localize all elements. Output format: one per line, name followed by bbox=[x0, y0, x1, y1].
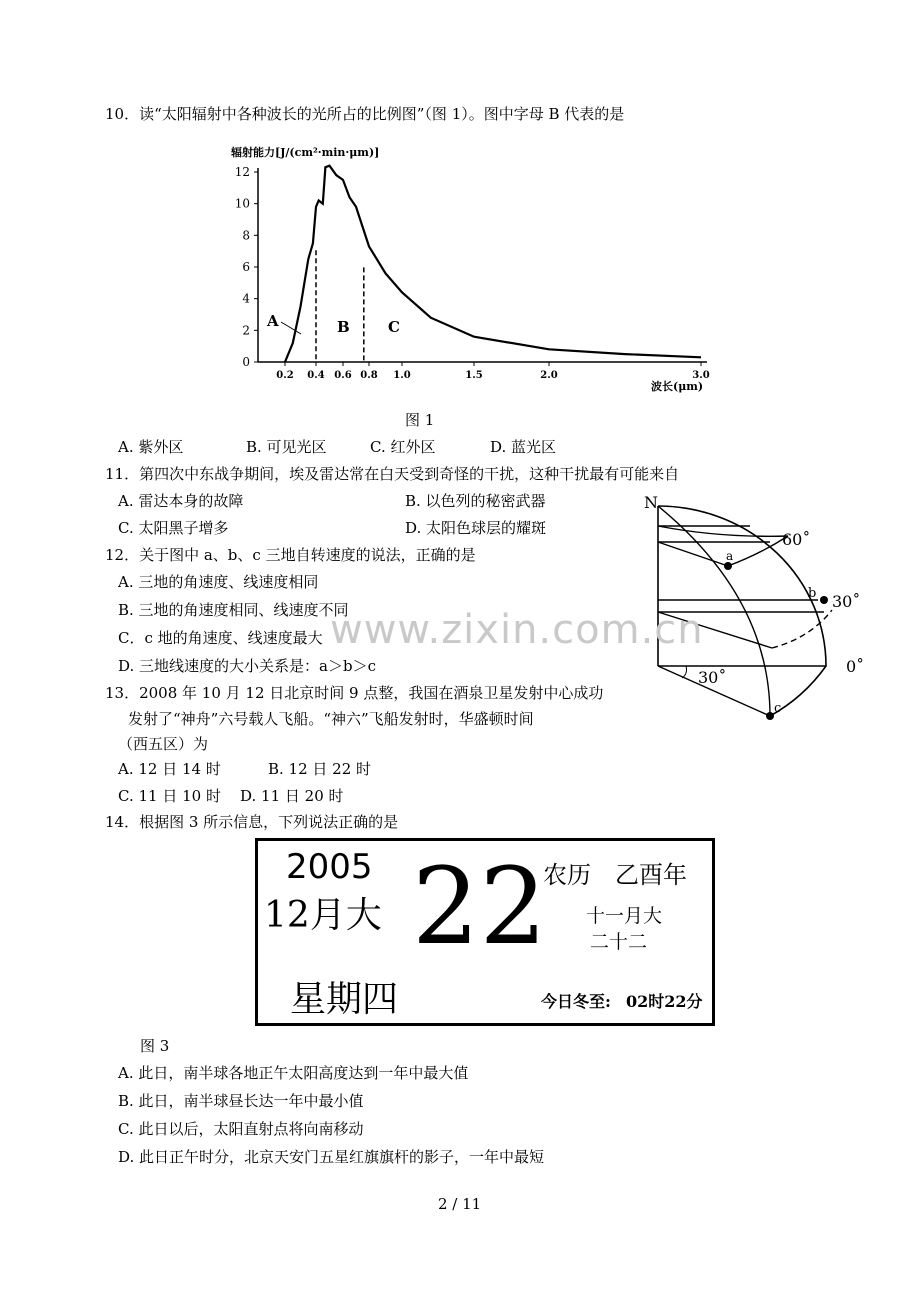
x-tick-label: 1.5 bbox=[465, 370, 483, 381]
x-tick-label: 0.2 bbox=[276, 370, 294, 381]
north-label: N bbox=[644, 493, 658, 512]
lat-0-label: 0˚ bbox=[846, 657, 865, 676]
point-b-label: b bbox=[808, 586, 817, 601]
calendar-lunar-month: 十一月大 bbox=[586, 905, 663, 927]
q13-line1: 13．2008 年 10 月 12 日北京时间 9 点整，我国在酒泉卫星发射中心成功 bbox=[105, 684, 604, 702]
q14-option-b: B. 此日，南半球昼长达一年中最小值 bbox=[118, 1092, 364, 1110]
x-tick-label: 0.6 bbox=[334, 370, 352, 381]
region-label-b: B bbox=[337, 318, 350, 336]
q10-option-d: D. 蓝光区 bbox=[490, 438, 557, 456]
x-tick-label: 0.8 bbox=[360, 370, 378, 381]
point-b-marker bbox=[820, 596, 828, 604]
q11-option-a: A. 雷达本身的故障 bbox=[118, 492, 244, 510]
q14-option-c: C. 此日以后，太阳直射点将向南移动 bbox=[118, 1120, 364, 1138]
watermark: www.zixin.com.cn bbox=[330, 607, 704, 653]
point-c-label: c bbox=[774, 701, 782, 716]
calendar-lunar-day: 二十二 bbox=[590, 931, 648, 953]
y-tick-label: 12 bbox=[234, 165, 250, 179]
q11-option-d: D. 太阳色球层的耀斑 bbox=[405, 519, 547, 537]
x-tick-label: 2.0 bbox=[540, 370, 558, 381]
q12-stem: 12．关于图中 a、b、c 三地自转速度的说法，正确的是 bbox=[105, 546, 476, 564]
figure1-chart bbox=[225, 138, 715, 398]
x-tick-label: 0.4 bbox=[307, 370, 325, 381]
point-a-marker bbox=[724, 562, 732, 570]
q10-stem: 10．读“太阳辐射中各种波长的光所占的比例图”（图 1）。图中字母 B 代表的是 bbox=[105, 105, 625, 123]
calendar-weekday: 星期四 bbox=[290, 979, 399, 1020]
calendar-solar-term-time: 02时22分 bbox=[626, 992, 703, 1011]
lat-60-label: 60˚ bbox=[782, 530, 811, 549]
point-c-marker bbox=[766, 712, 774, 720]
q12-option-b: B. 三地的角速度相同、线速度不同 bbox=[118, 601, 349, 619]
figure1-axes bbox=[258, 168, 707, 362]
q12-option-a: A. 三地的角速度、线速度相同 bbox=[118, 573, 319, 591]
calendar-month: 12月大 bbox=[264, 895, 382, 936]
region-dividers bbox=[316, 250, 364, 362]
q10-option-c: C. 红外区 bbox=[370, 438, 436, 456]
figure3-calendar bbox=[255, 838, 715, 1026]
region-label-c: C bbox=[388, 318, 400, 336]
y-tick-label: 8 bbox=[242, 228, 250, 243]
figure1-ylabel: 辐射能力[J/(cm²·min·μm)] bbox=[231, 146, 380, 159]
q11-option-b: B. 以色列的秘密武器 bbox=[405, 492, 546, 510]
page-number: 2 / 11 bbox=[438, 1195, 482, 1213]
x-tick-label: 3.0 bbox=[692, 370, 710, 381]
calendar-day: 22 bbox=[412, 845, 547, 968]
calendar-year: 2005 bbox=[286, 847, 373, 887]
q12-option-c: C．c 地的角速度、线速度最大 bbox=[118, 629, 323, 647]
q10-option-b: B. 可见光区 bbox=[246, 438, 327, 456]
calendar-solar-term-label: 今日冬至: bbox=[541, 992, 611, 1011]
y-tick-label: 4 bbox=[242, 291, 250, 306]
q13-line3: （西五区）为 bbox=[118, 735, 209, 753]
y-tick-label: 6 bbox=[242, 260, 250, 274]
lon-30-angle-arc bbox=[682, 666, 687, 678]
region-label-a: A bbox=[267, 312, 279, 330]
q13-option-d: D. 11 日 20 时 bbox=[240, 787, 344, 805]
lat-30-label: 30˚ bbox=[832, 592, 861, 611]
q13-option-c: C. 11 日 10 时 bbox=[118, 787, 221, 805]
q11-stem: 11．第四次中东战争期间，埃及雷达常在白天受到奇怪的干扰，这种干扰最有可能来自 bbox=[105, 465, 680, 483]
region-a-pointer bbox=[281, 322, 301, 334]
q13-option-b: B. 12 日 22 时 bbox=[268, 760, 372, 778]
q13-line2: 发射了“神舟”六号载人飞船。“神六”飞船发射时，华盛顿时间 bbox=[128, 710, 534, 728]
y-tick-label: 0 bbox=[242, 355, 250, 369]
figure1-caption: 图 1 bbox=[405, 411, 435, 429]
q10-option-a: A. 紫外区 bbox=[118, 438, 184, 456]
calendar-lunar-header: 农历 乙酉年 bbox=[543, 861, 687, 889]
point-a-label: a bbox=[726, 549, 734, 563]
lon-30-label: 30˚ bbox=[698, 668, 727, 687]
q14-option-d: D. 此日正午时分，北京天安门五星红旗旗杆的影子，一年中最短 bbox=[118, 1148, 545, 1166]
q12-option-d: D. 三地线速度的大小关系是：a＞b＞c bbox=[118, 657, 376, 675]
q13-option-a: A. 12 日 14 时 bbox=[118, 760, 221, 778]
x-tick-label: 1.0 bbox=[393, 370, 411, 381]
figure1-xlabel: 波长(μm) bbox=[651, 380, 704, 393]
q14-stem: 14．根据图 3 所示信息，下列说法正确的是 bbox=[105, 813, 399, 831]
q14-option-a: A. 此日，南半球各地正午太阳高度达到一年中最大值 bbox=[118, 1064, 469, 1082]
figure1-y-ticks bbox=[235, 165, 258, 369]
y-tick-label: 10 bbox=[234, 196, 250, 211]
figure1-x-ticks bbox=[276, 362, 709, 381]
figure3-caption: 图 3 bbox=[140, 1037, 170, 1055]
y-tick-label: 2 bbox=[242, 323, 250, 338]
q11-option-c: C. 太阳黑子增多 bbox=[118, 519, 229, 537]
